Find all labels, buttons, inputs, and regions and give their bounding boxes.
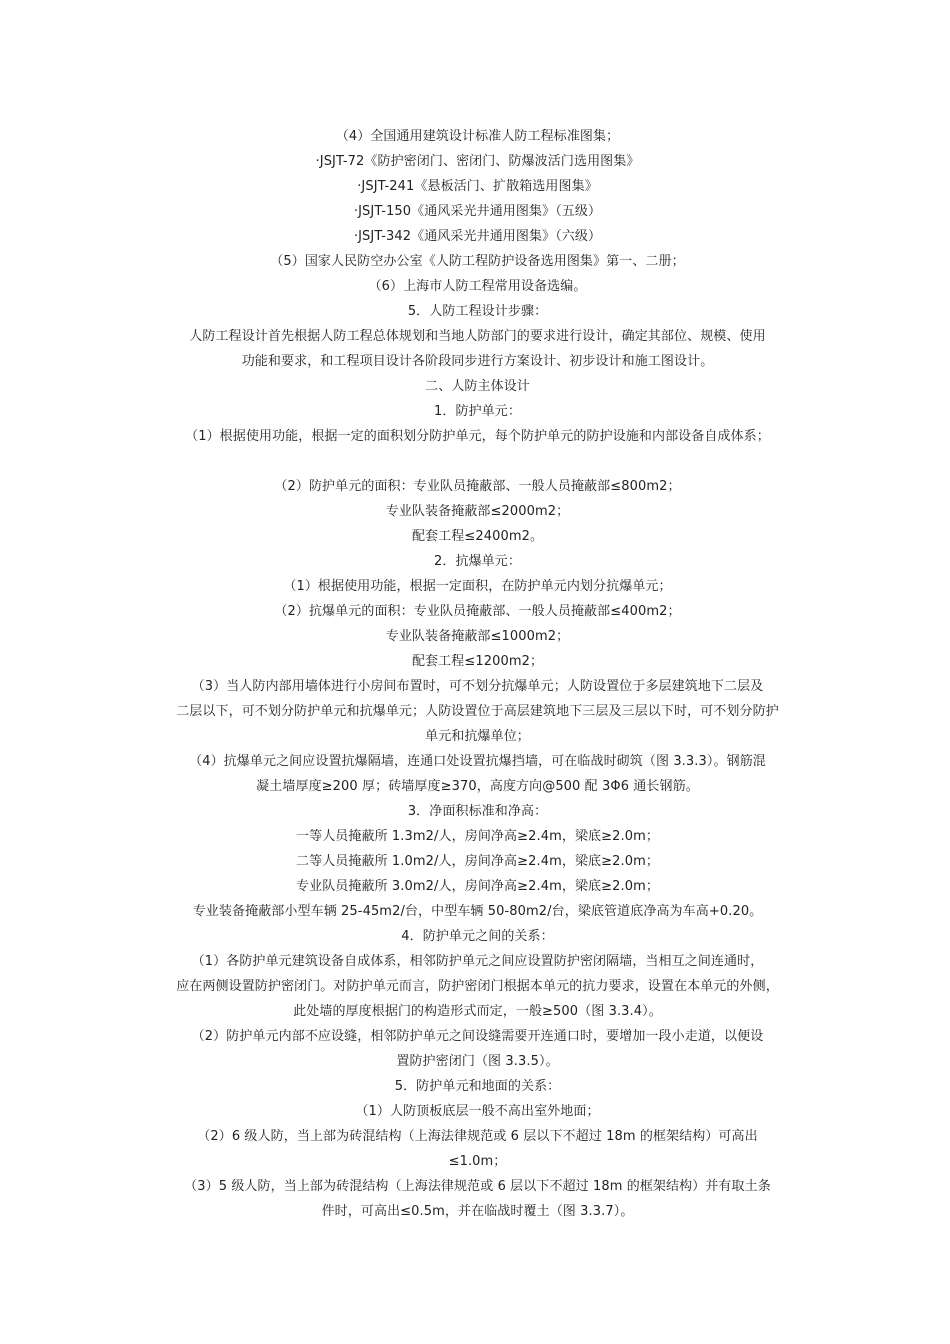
text-line: 3．净面积标准和净高： (407, 804, 548, 819)
text-line: （1）各防护单元建筑设备自成体系，相邻防护单元之间应设置防护密闭隔墙，当相互之间连通时， (191, 954, 764, 969)
text-line: 二、人防主体设计 (425, 379, 530, 394)
text-line: 一等人员掩蔽所 1.3m2/人，房间净高≥2.4m，梁底≥2.0m； (296, 829, 659, 844)
text-line: 凝土墙厚度≥200 厚；砖墙厚度≥370，高度方向@500 配 3Φ6 通长钢筋。 (256, 779, 699, 794)
text-line: 1．防护单元： (434, 404, 521, 419)
text-line: 单元和抗爆单位； (425, 729, 530, 744)
document-body (145, 124, 810, 1224)
text-line: （4）全国通用建筑设计标准人防工程标准图集； (335, 129, 620, 144)
text-line: 人防工程设计首先根据人防工程总体规划和当地人防部门的要求进行设计，确定其部位、规模、使用 (189, 329, 766, 344)
text-line: （3）5 级人防，当上部为砖混结构（上海法律规范或 6 层以下不超过 18m 的框架结构）并有取土条 (184, 1179, 771, 1194)
text-line: （5）国家人民防空办公室《人防工程防护设备选用图集》第一、二册； (270, 254, 685, 269)
text-line: 专业队装备掩蔽部≤1000m2； (385, 629, 570, 644)
text-line: 二等人员掩蔽所 1.0m2/人，房间净高≥2.4m，梁底≥2.0m； (296, 854, 659, 869)
text-line: ·JSJT-150《通风采光井通用图集》（五级） (353, 204, 602, 219)
text-line: ≤1.0m； (448, 1154, 507, 1169)
text-line: 配套工程≤2400m2。 (411, 529, 544, 544)
text-line: （2）抗爆单元的面积：专业队员掩蔽部、一般人员掩蔽部≤400m2； (274, 604, 681, 619)
text-line: 5．防护单元和地面的关系： (394, 1079, 561, 1094)
text-line: 件时，可高出≤0.5m，并在临战时覆土（图 3.3.7）。 (321, 1204, 634, 1219)
text-line: 专业装备掩蔽部小型车辆 25-45m2/台，中型车辆 50-80m2/台，梁底管道底净高为车高+0.20。 (192, 904, 763, 919)
blank-line (145, 449, 810, 474)
text-line: 置防护密闭门（图 3.3.5）。 (396, 1054, 559, 1069)
text-line: （6）上海市人防工程常用设备选编。 (368, 279, 587, 294)
text-line: （3）当人防内部用墙体进行小房间布置时，可不划分抗爆单元；人防设置位于多层建筑地下二层及 (191, 679, 764, 694)
text-line: 应在两侧设置防护密闭门。对防护单元而言，防护密闭门根据本单元的抗力要求，设置在本单元的外侧， (176, 979, 779, 994)
text-line: （2）防护单元内部不应设缝，相邻防护单元之间设缝需要开连通口时，要增加一段小走道，以便设 (191, 1029, 764, 1044)
text-line: （4）抗爆单元之间应设置抗爆隔墙，连通口处设置抗爆挡墙，可在临战时砌筑（图 3.3.3）。钢筋混 (189, 754, 766, 769)
text-line: 此处墙的厚度根据门的构造形式而定，一般≥500（图 3.3.4）。 (293, 1004, 662, 1019)
text-line: （2）防护单元的面积：专业队员掩蔽部、一般人员掩蔽部≤800m2； (274, 479, 681, 494)
text-line: ·JSJT-72《防护密闭门、密闭门、防爆波活门选用图集》 (315, 154, 640, 169)
text-line: 4．防护单元之间的关系： (401, 929, 554, 944)
text-line: ·JSJT-342《通风采光井通用图集》（六级） (353, 229, 602, 244)
text-line: 功能和要求，和工程项目设计各阶段同步进行方案设计、初步设计和施工图设计。 (241, 354, 714, 369)
text-line: （1）人防顶板底层一般不高出室外地面； (355, 1104, 600, 1119)
text-line: 二层以下，可不划分防护单元和抗爆单元；人防设置位于高层建筑地下三层及三层以下时，可不划分防护 (176, 704, 779, 719)
text-line: 专业队装备掩蔽部≤2000m2； (385, 504, 570, 519)
text-line: （1）根据使用功能，根据一定的面积划分防护单元，每个防护单元的防护设施和内部设备自成体系； (185, 429, 770, 444)
text-line: （1）根据使用功能，根据一定面积，在防护单元内划分抗爆单元； (283, 579, 672, 594)
text-line: （2）6 级人防，当上部为砖混结构（上海法律规范或 6 层以下不超过 18m 的框架结构）可高出 (197, 1129, 758, 1144)
text-line: 2．抗爆单元： (434, 554, 521, 569)
text-line: 5．人防工程设计步骤： (407, 304, 548, 319)
text-line: 配套工程≤1200m2； (411, 654, 544, 669)
text-line: 专业队员掩蔽所 3.0m2/人，房间净高≥2.4m，梁底≥2.0m； (296, 879, 659, 894)
text-line: ·JSJT-241《悬板活门、扩散箱选用图集》 (357, 179, 598, 194)
